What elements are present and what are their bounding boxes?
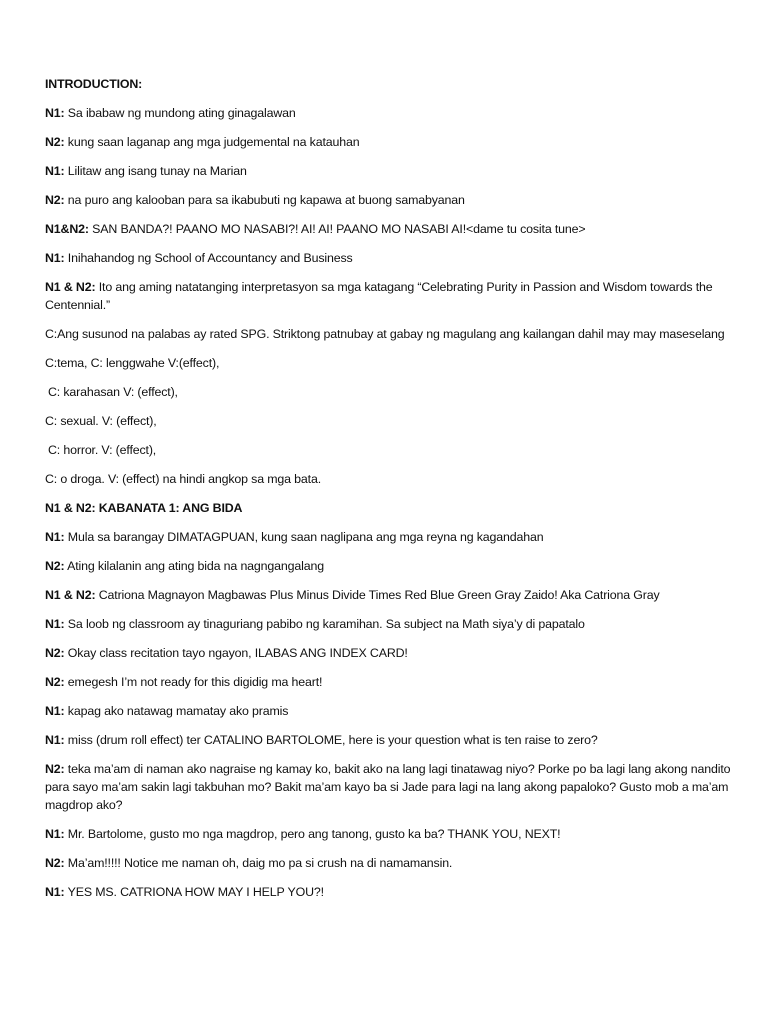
line-text: emegesh I’m not ready for this digidig ma heart! bbox=[64, 675, 323, 689]
script-line bbox=[45, 760, 735, 814]
script-line bbox=[45, 499, 735, 517]
line-text: na puro ang kalooban para sa ikabubuti ng kapawa at buong samabyanan bbox=[64, 193, 465, 207]
speaker-label: N1&N2: bbox=[45, 222, 89, 236]
script-line bbox=[45, 673, 735, 691]
line-text: Ating kilalanin ang ating bida na nagngangalang bbox=[64, 559, 324, 573]
script-line bbox=[45, 278, 735, 314]
script-line bbox=[45, 191, 735, 209]
line-text: kapag ako natawag mamatay ako pramis bbox=[64, 704, 289, 718]
speaker-label: N2: bbox=[45, 762, 65, 776]
script-line bbox=[45, 470, 735, 488]
line-text: Ito ang aming natatanging interpretasyon sa mga katagang “Celebrating Purity in Passion and Wisdom towards the Centennial.” bbox=[45, 280, 713, 312]
script-line bbox=[45, 615, 735, 633]
speaker-label: N1 & N2: bbox=[45, 280, 96, 294]
line-text: Sa ibabaw ng mundong ating ginagalawan bbox=[64, 106, 296, 120]
line-text: teka ma’am di naman ako nagraise ng kamay ko, bakit ako na lang lagi tinatawag niyo? Porke po ba lagi lang akong nandito para sayo ma’am sakin lagi takbuhan mo? Bakit ma’am kayo ba si Jade para lagi na lang akong papaloko? Gusto mob a ma’am magdrop ako? bbox=[45, 762, 731, 812]
line-text: Lilitaw ang isang tunay na Marian bbox=[64, 164, 247, 178]
script-lines bbox=[45, 104, 735, 901]
line-text: C:Ang susunod na palabas ay rated SPG. Striktong patnubay at gabay ng magulang ang kailangan dahil may may maseselang bbox=[45, 327, 725, 341]
script-line bbox=[45, 825, 735, 843]
script-line bbox=[45, 354, 735, 372]
speaker-label: N1: bbox=[45, 251, 65, 265]
script-line bbox=[45, 162, 735, 180]
speaker-label: N1: bbox=[45, 704, 65, 718]
speaker-label: N1: bbox=[45, 617, 65, 631]
line-text: YES MS. CATRIONA HOW MAY I HELP YOU?! bbox=[64, 885, 324, 899]
speaker-label: N1: bbox=[45, 827, 65, 841]
script-line bbox=[45, 586, 735, 604]
line-text: C: sexual. V: (effect), bbox=[45, 414, 157, 428]
line-text: Catriona Magnayon Magbawas Plus Minus Divide Times Red Blue Green Gray Zaido! Aka Catriona Gray bbox=[95, 588, 660, 602]
script-line bbox=[45, 644, 735, 662]
script-line bbox=[45, 528, 735, 546]
script-line bbox=[45, 383, 735, 401]
speaker-label: N2: bbox=[45, 856, 65, 870]
speaker-label: N2: bbox=[45, 193, 65, 207]
line-text: Inihahandog ng School of Accountancy and Business bbox=[64, 251, 353, 265]
script-line bbox=[45, 104, 735, 122]
line-text: miss (drum roll effect) ter CATALINO BARTOLOME, here is your question what is ten raise to zero? bbox=[64, 733, 598, 747]
script-line bbox=[45, 854, 735, 872]
script-line bbox=[45, 441, 735, 459]
speaker-label: N1: bbox=[45, 885, 65, 899]
speaker-label: N1 & N2: KABANATA 1: ANG BIDA bbox=[45, 501, 243, 515]
speaker-label: N1: bbox=[45, 106, 65, 120]
document-page bbox=[45, 75, 735, 912]
script-line bbox=[45, 731, 735, 749]
line-text: SAN BANDA?! PAANO MO NASABI?! AI! AI! PAANO MO NASABI AI!<dame tu cosita tune> bbox=[88, 222, 586, 236]
speaker-label: N2: bbox=[45, 646, 65, 660]
speaker-label: N2: bbox=[45, 675, 65, 689]
line-text: C: o droga. V: (effect) na hindi angkop sa mga bata. bbox=[45, 472, 321, 486]
line-text: Ma’am!!!!! Notice me naman oh, daig mo pa si crush na di namamansin. bbox=[64, 856, 453, 870]
speaker-label: N2: bbox=[45, 135, 65, 149]
document-heading: INTRODUCTION: bbox=[45, 77, 143, 91]
line-text: C: horror. V: (effect), bbox=[48, 443, 157, 457]
script-line bbox=[45, 249, 735, 267]
script-line bbox=[45, 133, 735, 151]
script-line bbox=[45, 220, 735, 238]
line-text: Okay class recitation tayo ngayon, ILABAS ANG INDEX CARD! bbox=[64, 646, 408, 660]
line-text: Mr. Bartolome, gusto mo nga magdrop, pero ang tanong, gusto ka ba? THANK YOU, NEXT! bbox=[64, 827, 561, 841]
speaker-label: N1: bbox=[45, 733, 65, 747]
speaker-label: N1: bbox=[45, 164, 65, 178]
script-line bbox=[45, 702, 735, 720]
line-text: Mula sa barangay DIMATAGPUAN, kung saan naglipana ang mga reyna ng kagandahan bbox=[64, 530, 544, 544]
speaker-label: N2: bbox=[45, 559, 65, 573]
script-line bbox=[45, 412, 735, 430]
speaker-label: N1: bbox=[45, 530, 65, 544]
script-line bbox=[45, 325, 735, 343]
line-text: C:tema, C: lenggwahe V:(effect), bbox=[45, 356, 220, 370]
line-text: kung saan laganap ang mga judgemental na katauhan bbox=[64, 135, 360, 149]
line-text: Sa loob ng classroom ay tinaguriang pabibo ng karamihan. Sa subject na Math siya’y di papatalo bbox=[64, 617, 585, 631]
line-text: C: karahasan V: (effect), bbox=[48, 385, 178, 399]
script-line bbox=[45, 557, 735, 575]
script-line bbox=[45, 883, 735, 901]
speaker-label: N1 & N2: bbox=[45, 588, 96, 602]
